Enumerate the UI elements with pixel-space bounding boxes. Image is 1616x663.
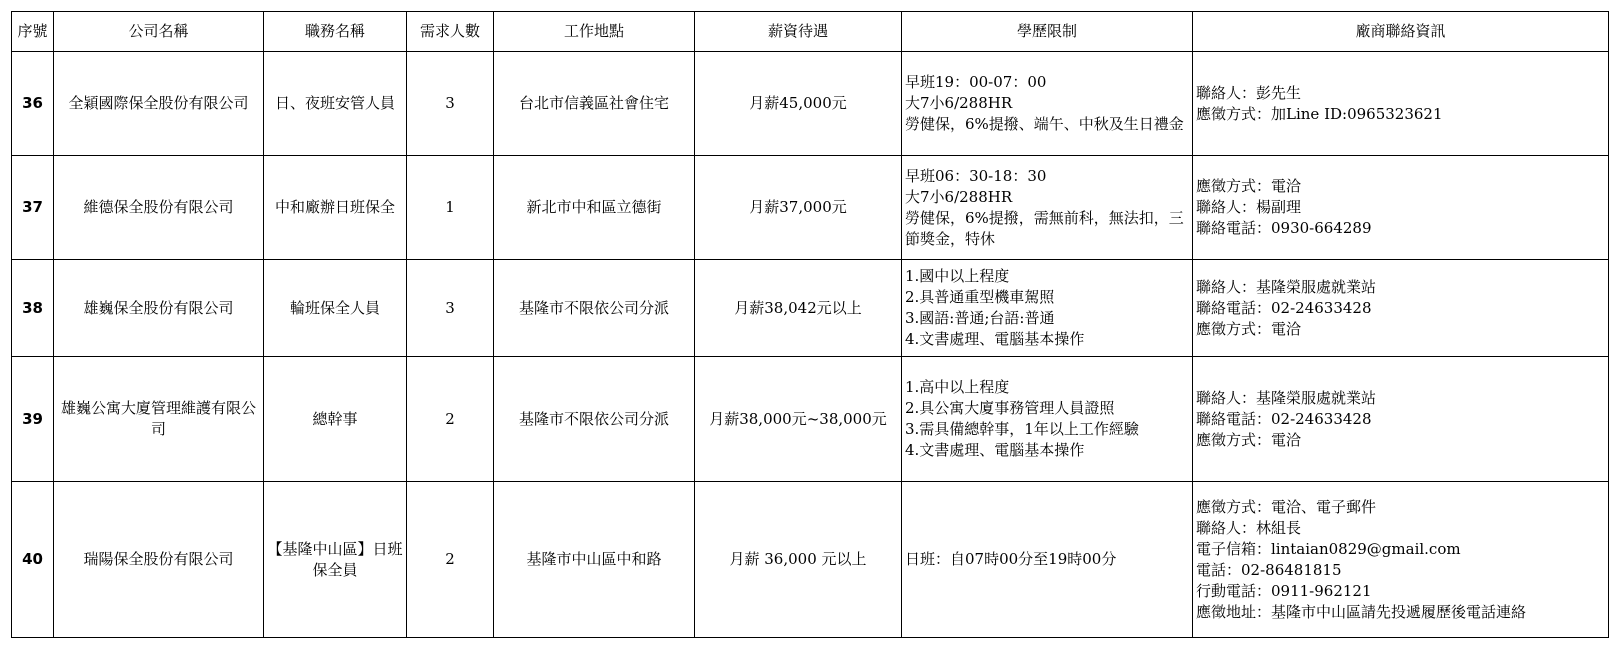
requirement-line: 早班06：30-18：30 bbox=[905, 166, 1047, 185]
requirement-line: 1.高中以上程度 bbox=[905, 378, 1010, 396]
row-contact bbox=[1193, 156, 1609, 260]
row-company: 全穎國際保全股份有限公司 bbox=[54, 52, 264, 156]
requirement-line: 勞健保，6%提撥，需無前科，無法扣，三節獎金，特休 bbox=[905, 208, 1184, 248]
requirement-line: 早班19：00-07：00 bbox=[905, 73, 1047, 91]
row-requirements bbox=[902, 52, 1193, 156]
row-requirements bbox=[902, 357, 1193, 482]
contact-line: 聯絡人：彭先生 bbox=[1196, 83, 1302, 102]
contact-line: 電話：02-86481815 bbox=[1196, 560, 1342, 579]
row-count: 3 bbox=[407, 52, 494, 156]
row-contact bbox=[1193, 482, 1609, 638]
row-salary: 月薪 36,000 元以上 bbox=[695, 482, 902, 638]
table-row bbox=[12, 357, 1609, 482]
row-contact bbox=[1193, 357, 1609, 482]
row-contact bbox=[1193, 52, 1609, 156]
row-position: 總幹事 bbox=[264, 357, 407, 482]
row-company: 維德保全股份有限公司 bbox=[54, 156, 264, 260]
row-position: 中和廠辦日班保全 bbox=[264, 156, 407, 260]
row-position: 輪班保全人員 bbox=[264, 260, 407, 357]
row-location: 台北市信義區社會住宅 bbox=[494, 52, 695, 156]
row-count: 2 bbox=[407, 482, 494, 638]
row-requirements bbox=[902, 156, 1193, 260]
header-contact: 廠商聯絡資訊 bbox=[1193, 12, 1609, 52]
contact-line: 聯絡電話：02-24633428 bbox=[1196, 298, 1372, 317]
contact-line: 聯絡電話：0930-664289 bbox=[1196, 219, 1372, 237]
requirement-line: 勞健保，6%提撥、端午、中秋及生日禮金 bbox=[905, 115, 1184, 133]
header-no: 序號 bbox=[12, 12, 54, 52]
contact-line: 聯絡人：楊副理 bbox=[1196, 198, 1302, 216]
contact-line: 應徵方式：電洽 bbox=[1196, 430, 1302, 449]
header-position: 職務名稱 bbox=[264, 12, 407, 52]
job-listings-table bbox=[11, 11, 1609, 638]
row-company: 雄巍公寓大廈管理維護有限公司 bbox=[54, 357, 264, 482]
requirement-line: 2.具公寓大廈事務管理人員證照 bbox=[905, 399, 1115, 417]
row-company: 雄巍保全股份有限公司 bbox=[54, 260, 264, 357]
row-salary: 月薪38,042元以上 bbox=[695, 260, 902, 357]
contact-line: 聯絡人：基隆榮服處就業站 bbox=[1196, 388, 1377, 407]
header-company: 公司名稱 bbox=[54, 12, 264, 52]
contact-line: 應徵方式：電洽 bbox=[1196, 177, 1302, 195]
contact-line: 聯絡人：基隆榮服處就業站 bbox=[1196, 277, 1377, 296]
requirement-line: 3.國語:普通;台語:普通 bbox=[905, 309, 1055, 327]
contact-line: 聯絡電話：02-24633428 bbox=[1196, 409, 1372, 428]
row-no: 40 bbox=[12, 482, 54, 638]
table-header-row bbox=[12, 12, 1609, 52]
row-requirements bbox=[902, 482, 1193, 638]
contact-line: 應徵方式：電洽 bbox=[1196, 319, 1302, 338]
row-no: 39 bbox=[12, 357, 54, 482]
header-salary: 薪資待遇 bbox=[695, 12, 902, 52]
row-salary: 月薪45,000元 bbox=[695, 52, 902, 156]
contact-line: 應徵地址：基隆市中山區請先投遞履歷後電話連絡 bbox=[1196, 602, 1527, 621]
table-row bbox=[12, 482, 1609, 638]
row-salary: 月薪37,000元 bbox=[695, 156, 902, 260]
row-contact bbox=[1193, 260, 1609, 357]
row-count: 1 bbox=[407, 156, 494, 260]
row-location: 基隆市中山區中和路 bbox=[494, 482, 695, 638]
requirement-line: 1.國中以上程度 bbox=[905, 267, 1010, 285]
requirement-line: 4.文書處理、電腦基本操作 bbox=[905, 441, 1085, 459]
table-row bbox=[12, 156, 1609, 260]
header-requirements: 學歷限制 bbox=[902, 12, 1193, 52]
row-position: 日、夜班安管人員 bbox=[264, 52, 407, 156]
requirement-line: 3.需具備總幹事，1年以上工作經驗 bbox=[905, 420, 1139, 438]
row-no: 38 bbox=[12, 260, 54, 357]
row-count: 3 bbox=[407, 260, 494, 357]
requirement-line: 2.具普通重型機車駕照 bbox=[905, 288, 1055, 306]
contact-line: 聯絡人：林組長 bbox=[1196, 518, 1302, 537]
row-count: 2 bbox=[407, 357, 494, 482]
row-location: 基隆市不限依公司分派 bbox=[494, 260, 695, 357]
contact-line: 電子信箱：lintaian0829@gmail.com bbox=[1196, 539, 1461, 558]
requirement-line: 大7小6/288HR bbox=[905, 94, 1013, 112]
table-row bbox=[12, 260, 1609, 357]
requirement-line: 4.文書處理、電腦基本操作 bbox=[905, 330, 1085, 348]
table-row bbox=[12, 52, 1609, 156]
row-no: 36 bbox=[12, 52, 54, 156]
row-no: 37 bbox=[12, 156, 54, 260]
contact-line: 應徵方式：電洽、電子郵件 bbox=[1196, 497, 1377, 516]
row-company: 瑞陽保全股份有限公司 bbox=[54, 482, 264, 638]
row-salary: 月薪38,000元~38,000元 bbox=[695, 357, 902, 482]
row-location: 基隆市不限依公司分派 bbox=[494, 357, 695, 482]
row-position: 【基隆中山區】日班保全員 bbox=[264, 482, 407, 638]
row-location: 新北市中和區立德街 bbox=[494, 156, 695, 260]
contact-line: 應徵方式：加Line ID:0965323621 bbox=[1196, 104, 1443, 123]
requirement-line: 日班：自07時00分至19時00分 bbox=[905, 550, 1117, 568]
contact-line: 行動電話：0911-962121 bbox=[1196, 581, 1372, 600]
requirement-line: 大7小6/288HR bbox=[905, 187, 1013, 206]
header-count: 需求人數 bbox=[407, 12, 494, 52]
header-location: 工作地點 bbox=[494, 12, 695, 52]
row-requirements bbox=[902, 260, 1193, 357]
